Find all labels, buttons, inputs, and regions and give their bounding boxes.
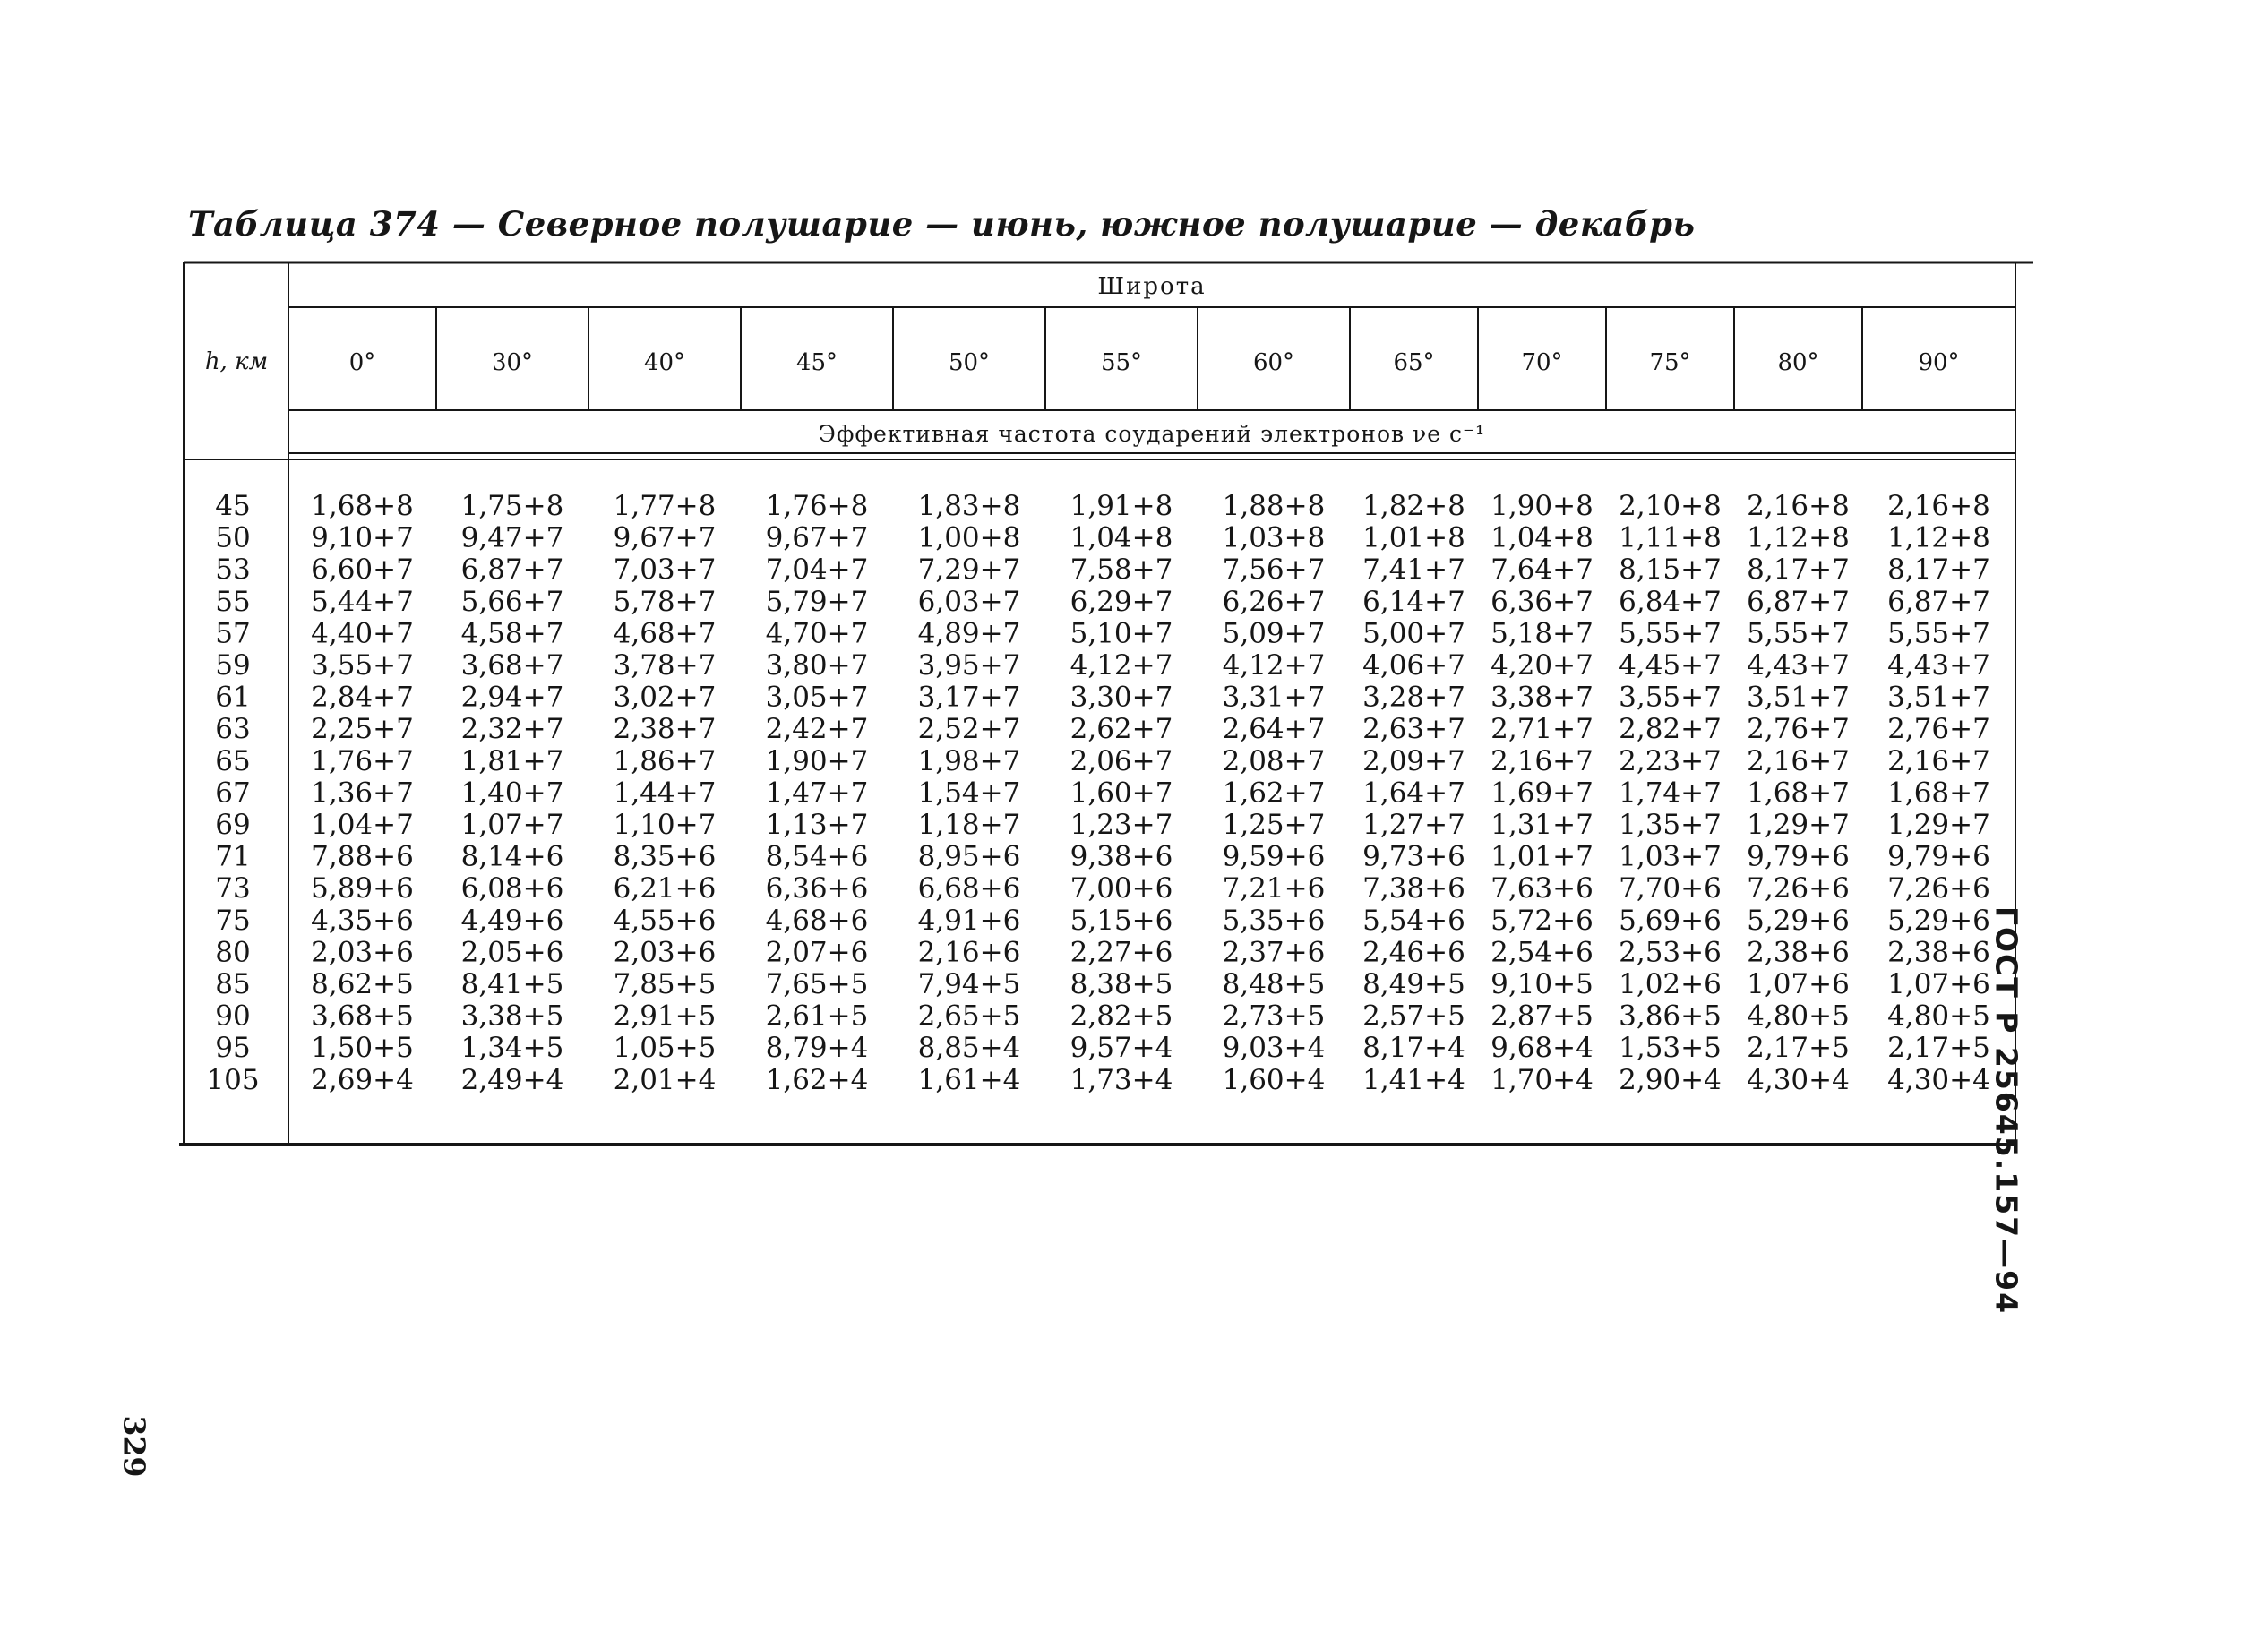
table-cell: 2,42+7 [765, 713, 869, 746]
table-cell: 1,60+7 [1070, 776, 1173, 810]
latitude-column-header: 80° [1777, 349, 1819, 376]
table-cell: 5,18+7 [1491, 617, 1594, 650]
table-cell: 1,62+4 [765, 1063, 869, 1096]
table-cell: 7,04+7 [765, 553, 869, 587]
altitude-value: 45 [215, 490, 251, 522]
table-cell: 6,36+6 [765, 872, 869, 905]
table-cell: 5,79+7 [765, 585, 869, 618]
table-cell: 2,08+7 [1222, 744, 1326, 777]
table-cell: 6,87+7 [1887, 585, 1990, 618]
table-cell: 4,20+7 [1491, 649, 1594, 682]
table-cell: 4,91+6 [917, 904, 1021, 937]
table-cell: 2,16+7 [1491, 744, 1594, 777]
altitude-value: 95 [215, 1032, 251, 1065]
table-cell: 1,44+7 [613, 776, 717, 810]
table-cell: 1,00+8 [917, 521, 1021, 554]
table-cell: 6,14+7 [1362, 585, 1465, 618]
table-cell: 2,05+6 [460, 936, 564, 969]
table-cell: 2,46+6 [1362, 936, 1465, 969]
table-cell: 2,07+6 [765, 936, 869, 969]
table-cell: 1,47+7 [765, 776, 869, 810]
frequency-subheader: Эффективная частота соударений электронов νe с⁻¹ [818, 421, 1486, 447]
table-cell: 8,17+7 [1747, 553, 1850, 587]
table-cell: 2,32+7 [460, 713, 564, 746]
table-cell: 8,54+6 [765, 840, 869, 873]
table-cell: 2,03+6 [311, 936, 414, 969]
table-cell: 1,40+7 [460, 776, 564, 810]
table-cell: 3,80+7 [765, 649, 869, 682]
latitude-header: Широта [1097, 273, 1207, 300]
table-cell: 1,04+7 [311, 809, 414, 841]
table-cell: 9,79+6 [1747, 840, 1850, 873]
table-cell: 7,63+6 [1491, 872, 1594, 905]
table-cell: 3,28+7 [1362, 681, 1465, 714]
table-cell: 2,82+5 [1070, 999, 1173, 1033]
table-cell: 1,29+7 [1747, 809, 1850, 841]
table-cell: 6,08+6 [460, 872, 564, 905]
table-cell: 1,60+4 [1222, 1063, 1326, 1096]
h-column-header: h, км [204, 348, 269, 375]
table-cell: 7,70+6 [1619, 872, 1722, 905]
table-cell: 2,87+5 [1491, 999, 1594, 1033]
table-cell: 4,35+6 [311, 904, 414, 937]
table-cell: 1,91+8 [1070, 490, 1173, 522]
table-cell: 1,54+7 [917, 776, 1021, 810]
table-cell: 2,38+7 [613, 713, 717, 746]
table-cell: 1,23+7 [1070, 809, 1173, 841]
table-cell: 1,50+5 [311, 1032, 414, 1065]
table-cell: 2,57+5 [1362, 999, 1465, 1033]
table-cell: 1,07+6 [1747, 968, 1850, 1000]
table-cell: 2,90+4 [1619, 1063, 1722, 1096]
table-cell: 1,83+8 [917, 490, 1021, 522]
table-cell: 5,78+7 [613, 585, 717, 618]
table-cell: 3,78+7 [613, 649, 717, 682]
altitude-value: 57 [215, 617, 251, 650]
table-cell: 7,88+6 [311, 840, 414, 873]
table-cell: 1,75+8 [460, 490, 564, 522]
table-cell: 4,80+5 [1887, 999, 1990, 1033]
table-cell: 1,64+7 [1362, 776, 1465, 810]
table-cell: 1,82+8 [1362, 490, 1465, 522]
table-cell: 4,89+7 [917, 617, 1021, 650]
table-cell: 1,07+6 [1887, 968, 1990, 1000]
table-cell: 8,62+5 [311, 968, 414, 1000]
table-cell: 2,17+5 [1747, 1032, 1850, 1065]
table-cell: 1,88+8 [1222, 490, 1326, 522]
table-cell: 1,68+7 [1747, 776, 1850, 810]
table-cell: 2,23+7 [1619, 744, 1722, 777]
latitude-column-header: 45° [795, 349, 838, 376]
table-cell: 1,34+5 [460, 1032, 564, 1065]
table-cell: 2,37+6 [1222, 936, 1326, 969]
table-cell: 1,11+8 [1619, 521, 1722, 554]
table-cell: 1,98+7 [917, 744, 1021, 777]
latitude-column-header: 0° [348, 349, 376, 376]
table-cell: 1,68+8 [311, 490, 414, 522]
table-cell: 1,02+6 [1619, 968, 1722, 1000]
table-cell: 9,59+6 [1222, 840, 1326, 873]
altitude-value: 59 [215, 649, 251, 682]
table-cell: 9,47+7 [460, 521, 564, 554]
table-cell: 2,64+7 [1222, 713, 1326, 746]
table-cell: 1,01+8 [1362, 521, 1465, 554]
table-cell: 1,86+7 [613, 744, 717, 777]
table-cell: 4,40+7 [311, 617, 414, 650]
table-cell: 6,87+7 [1747, 585, 1850, 618]
table-cell: 4,80+5 [1747, 999, 1850, 1033]
table-cell: 2,71+7 [1491, 713, 1594, 746]
table-cell: 5,10+7 [1070, 617, 1173, 650]
table-cell: 4,12+7 [1222, 649, 1326, 682]
table-cell: 1,68+7 [1887, 776, 1990, 810]
table-cell: 4,43+7 [1747, 649, 1850, 682]
table-cell: 3,38+7 [1491, 681, 1594, 714]
table-cell: 7,85+5 [613, 968, 717, 1000]
table-cell: 3,51+7 [1747, 681, 1850, 714]
table-cell: 2,16+7 [1887, 744, 1990, 777]
table-cell: 2,61+5 [765, 999, 869, 1033]
table-cell: 9,67+7 [765, 521, 869, 554]
table-cell: 3,02+7 [613, 681, 717, 714]
table-cell: 2,03+6 [613, 936, 717, 969]
table-cell: 5,69+6 [1619, 904, 1722, 937]
table-cell: 2,76+7 [1747, 713, 1850, 746]
table-cell: 1,01+7 [1491, 840, 1594, 873]
table-cell: 4,30+4 [1747, 1063, 1850, 1096]
table-cell: 4,68+6 [765, 904, 869, 937]
table-cell: 3,55+7 [1619, 681, 1722, 714]
table-cell: 6,21+6 [613, 872, 717, 905]
latitude-column-header: 50° [948, 349, 991, 376]
table-cell: 1,61+4 [917, 1063, 1021, 1096]
table-cell: 8,41+5 [460, 968, 564, 1000]
table-cell: 8,85+4 [917, 1032, 1021, 1065]
table-cell: 2,38+6 [1887, 936, 1990, 969]
table-cell: 2,16+6 [917, 936, 1021, 969]
table-cell: 1,69+7 [1491, 776, 1594, 810]
table-cell: 6,03+7 [917, 585, 1021, 618]
table-cell: 5,72+6 [1491, 904, 1594, 937]
table-cell: 1,76+7 [311, 744, 414, 777]
table-cell: 3,05+7 [765, 681, 869, 714]
table-cell: 2,53+6 [1619, 936, 1722, 969]
table-cell: 9,57+4 [1070, 1032, 1173, 1065]
table-cell: 5,55+7 [1887, 617, 1990, 650]
table-cell: 7,38+6 [1362, 872, 1465, 905]
table-cell: 2,49+4 [460, 1063, 564, 1096]
table-cell: 8,15+7 [1619, 553, 1722, 587]
table-cell: 1,35+7 [1619, 809, 1722, 841]
table-cell: 8,35+6 [613, 840, 717, 873]
altitude-value: 63 [215, 713, 251, 746]
table-cell: 7,03+7 [613, 553, 717, 587]
table-cell: 2,62+7 [1070, 713, 1173, 746]
altitude-value: 80 [215, 936, 251, 969]
altitude-value: 50 [215, 521, 251, 554]
table-cell: 8,95+6 [917, 840, 1021, 873]
table-cell: 1,04+8 [1070, 521, 1173, 554]
table-cell: 1,76+8 [765, 490, 869, 522]
table-cell: 6,26+7 [1222, 585, 1326, 618]
table-cell: 2,06+7 [1070, 744, 1173, 777]
table-cell: 9,79+6 [1887, 840, 1990, 873]
table-cell: 6,60+7 [311, 553, 414, 587]
table-cell: 1,70+4 [1491, 1063, 1594, 1096]
table-cell: 7,56+7 [1222, 553, 1326, 587]
altitude-value: 105 [206, 1063, 260, 1096]
table-cell: 5,09+7 [1222, 617, 1326, 650]
table-cell: 8,14+6 [460, 840, 564, 873]
table-svg [179, 258, 2042, 1162]
latitude-column-header: 75° [1649, 349, 1691, 376]
table-cell: 5,29+6 [1887, 904, 1990, 937]
table-cell: 4,70+7 [765, 617, 869, 650]
altitude-value: 69 [215, 809, 251, 841]
table-cell: 5,35+6 [1222, 904, 1326, 937]
table-cell: 7,26+6 [1747, 872, 1850, 905]
table-cell: 4,30+4 [1887, 1063, 1990, 1096]
table-cell: 2,73+5 [1222, 999, 1326, 1033]
table-cell: 7,00+6 [1070, 872, 1173, 905]
table-cell: 2,54+6 [1491, 936, 1594, 969]
table-cell: 2,84+7 [311, 681, 414, 714]
table-cell: 8,38+5 [1070, 968, 1173, 1000]
latitude-column-header: 65° [1393, 349, 1435, 376]
table-cell: 4,68+7 [613, 617, 717, 650]
altitude-value: 55 [215, 585, 251, 618]
table-cell: 2,01+4 [613, 1063, 717, 1096]
table-cell: 1,10+7 [613, 809, 717, 841]
table-cell: 5,55+7 [1747, 617, 1850, 650]
table-cell: 1,07+7 [460, 809, 564, 841]
table-cell: 4,45+7 [1619, 649, 1722, 682]
table-cell: 3,30+7 [1070, 681, 1173, 714]
table-cell: 2,16+7 [1747, 744, 1850, 777]
table-cell: 2,52+7 [917, 713, 1021, 746]
table-cell: 2,63+7 [1362, 713, 1465, 746]
table-cell: 2,09+7 [1362, 744, 1465, 777]
table-cell: 1,81+7 [460, 744, 564, 777]
latitude-column-header: 70° [1521, 349, 1563, 376]
table-cell: 2,16+8 [1887, 490, 1990, 522]
table-cell: 2,38+6 [1747, 936, 1850, 969]
table-cell: 5,54+6 [1362, 904, 1465, 937]
table-cell: 9,03+4 [1222, 1032, 1326, 1065]
table-cell: 8,17+4 [1362, 1032, 1465, 1065]
table-cell: 1,77+8 [613, 490, 717, 522]
table-cell: 9,67+7 [613, 521, 717, 554]
table-cell: 6,84+7 [1619, 585, 1722, 618]
altitude-value: 65 [215, 744, 251, 777]
table-cell: 7,65+5 [765, 968, 869, 1000]
table-cell: 1,25+7 [1222, 809, 1326, 841]
altitude-value: 61 [215, 681, 251, 714]
table-cell: 9,68+4 [1491, 1032, 1594, 1065]
table-cell: 3,68+7 [460, 649, 564, 682]
table-cell: 2,65+5 [917, 999, 1021, 1033]
table-cell: 3,86+5 [1619, 999, 1722, 1033]
table-cell: 2,16+8 [1747, 490, 1850, 522]
table-cell: 1,41+4 [1362, 1063, 1465, 1096]
table-cell: 2,69+4 [311, 1063, 414, 1096]
table-cell: 3,17+7 [917, 681, 1021, 714]
altitude-value: 67 [215, 776, 251, 810]
table-cell: 2,17+5 [1887, 1032, 1990, 1065]
table-cell: 4,55+6 [613, 904, 717, 937]
table-cell: 8,79+4 [765, 1032, 869, 1065]
table-cell: 1,03+8 [1222, 521, 1326, 554]
table-cell: 9,38+6 [1070, 840, 1173, 873]
table-cell: 3,95+7 [917, 649, 1021, 682]
table-cell: 3,51+7 [1887, 681, 1990, 714]
table-cell: 3,38+5 [460, 999, 564, 1033]
latitude-column-header: 55° [1100, 349, 1143, 376]
table-cell: 8,48+5 [1222, 968, 1326, 1000]
table-cell: 1,36+7 [311, 776, 414, 810]
table-cell: 7,26+6 [1887, 872, 1990, 905]
table-cell: 5,44+7 [311, 585, 414, 618]
table-cell: 7,58+7 [1070, 553, 1173, 587]
document-standard-label: ГОСТ Р 25645.157—94 [1989, 905, 2024, 1316]
table-cell: 3,55+7 [311, 649, 414, 682]
table-cell: 5,00+7 [1362, 617, 1465, 650]
table-cell: 6,87+7 [460, 553, 564, 587]
table-cell: 1,53+5 [1619, 1032, 1722, 1065]
table-cell: 7,29+7 [917, 553, 1021, 587]
table-cell: 6,29+7 [1070, 585, 1173, 618]
table-cell: 2,76+7 [1887, 713, 1990, 746]
table-cell: 1,12+8 [1747, 521, 1850, 554]
table-cell: 9,10+7 [311, 521, 414, 554]
table-cell: 1,90+7 [765, 744, 869, 777]
table-cell: 2,91+5 [613, 999, 717, 1033]
table-cell: 1,18+7 [917, 809, 1021, 841]
table-cell: 1,12+8 [1887, 521, 1990, 554]
page-number: 329 [116, 1415, 152, 1478]
table-cell: 2,10+8 [1619, 490, 1722, 522]
table-cell: 1,74+7 [1619, 776, 1722, 810]
altitude-value: 73 [215, 872, 251, 905]
table-cell: 2,94+7 [460, 681, 564, 714]
table-cell: 7,64+7 [1491, 553, 1594, 587]
table-cell: 4,06+7 [1362, 649, 1465, 682]
table-cell: 1,73+4 [1070, 1063, 1173, 1096]
table-cell: 4,58+7 [460, 617, 564, 650]
table-cell: 7,41+7 [1362, 553, 1465, 587]
table-cell: 6,68+6 [917, 872, 1021, 905]
table-cell: 4,49+6 [460, 904, 564, 937]
latitude-column-header: 90° [1918, 349, 1960, 376]
table-cell: 8,49+5 [1362, 968, 1465, 1000]
latitude-column-header: 60° [1252, 349, 1295, 376]
table-cell: 1,27+7 [1362, 809, 1465, 841]
table-cell: 1,05+5 [613, 1032, 717, 1065]
latitude-column-header: 40° [643, 349, 686, 376]
table-cell: 3,31+7 [1222, 681, 1326, 714]
table-cell: 1,90+8 [1491, 490, 1594, 522]
table-cell: 3,68+5 [311, 999, 414, 1033]
table-cell: 8,17+7 [1887, 553, 1990, 587]
table-cell: 5,55+7 [1619, 617, 1722, 650]
table-cell: 5,15+6 [1070, 904, 1173, 937]
table-cell: 6,36+7 [1491, 585, 1594, 618]
table-cell: 1,13+7 [765, 809, 869, 841]
altitude-value: 85 [215, 968, 251, 1000]
table-cell: 1,31+7 [1491, 809, 1594, 841]
table-cell: 4,12+7 [1070, 649, 1173, 682]
table-cell: 7,21+6 [1222, 872, 1326, 905]
table-cell: 7,94+5 [917, 968, 1021, 1000]
table-cell: 5,66+7 [460, 585, 564, 618]
altitude-value: 71 [215, 840, 251, 873]
table-cell: 2,27+6 [1070, 936, 1173, 969]
table-cell: 1,29+7 [1887, 809, 1990, 841]
table-cell: 2,25+7 [311, 713, 414, 746]
table-cell: 1,04+8 [1491, 521, 1594, 554]
altitude-value: 75 [215, 904, 251, 937]
latitude-column-header: 30° [491, 349, 534, 376]
table-cell: 5,29+6 [1747, 904, 1850, 937]
table-caption: Таблица 374 — Северное полушарие — июнь, южное полушарие — декабрь [188, 204, 1696, 244]
data-table [179, 258, 2042, 1166]
table-cell: 1,62+7 [1222, 776, 1326, 810]
table-cell: 2,82+7 [1619, 713, 1722, 746]
altitude-value: 90 [215, 999, 251, 1033]
table-cell: 4,43+7 [1887, 649, 1990, 682]
table-cell: 9,73+6 [1362, 840, 1465, 873]
table-cell: 5,89+6 [311, 872, 414, 905]
table-cell: 9,10+5 [1491, 968, 1594, 1000]
altitude-value: 53 [215, 553, 251, 587]
table-cell: 1,03+7 [1619, 840, 1722, 873]
